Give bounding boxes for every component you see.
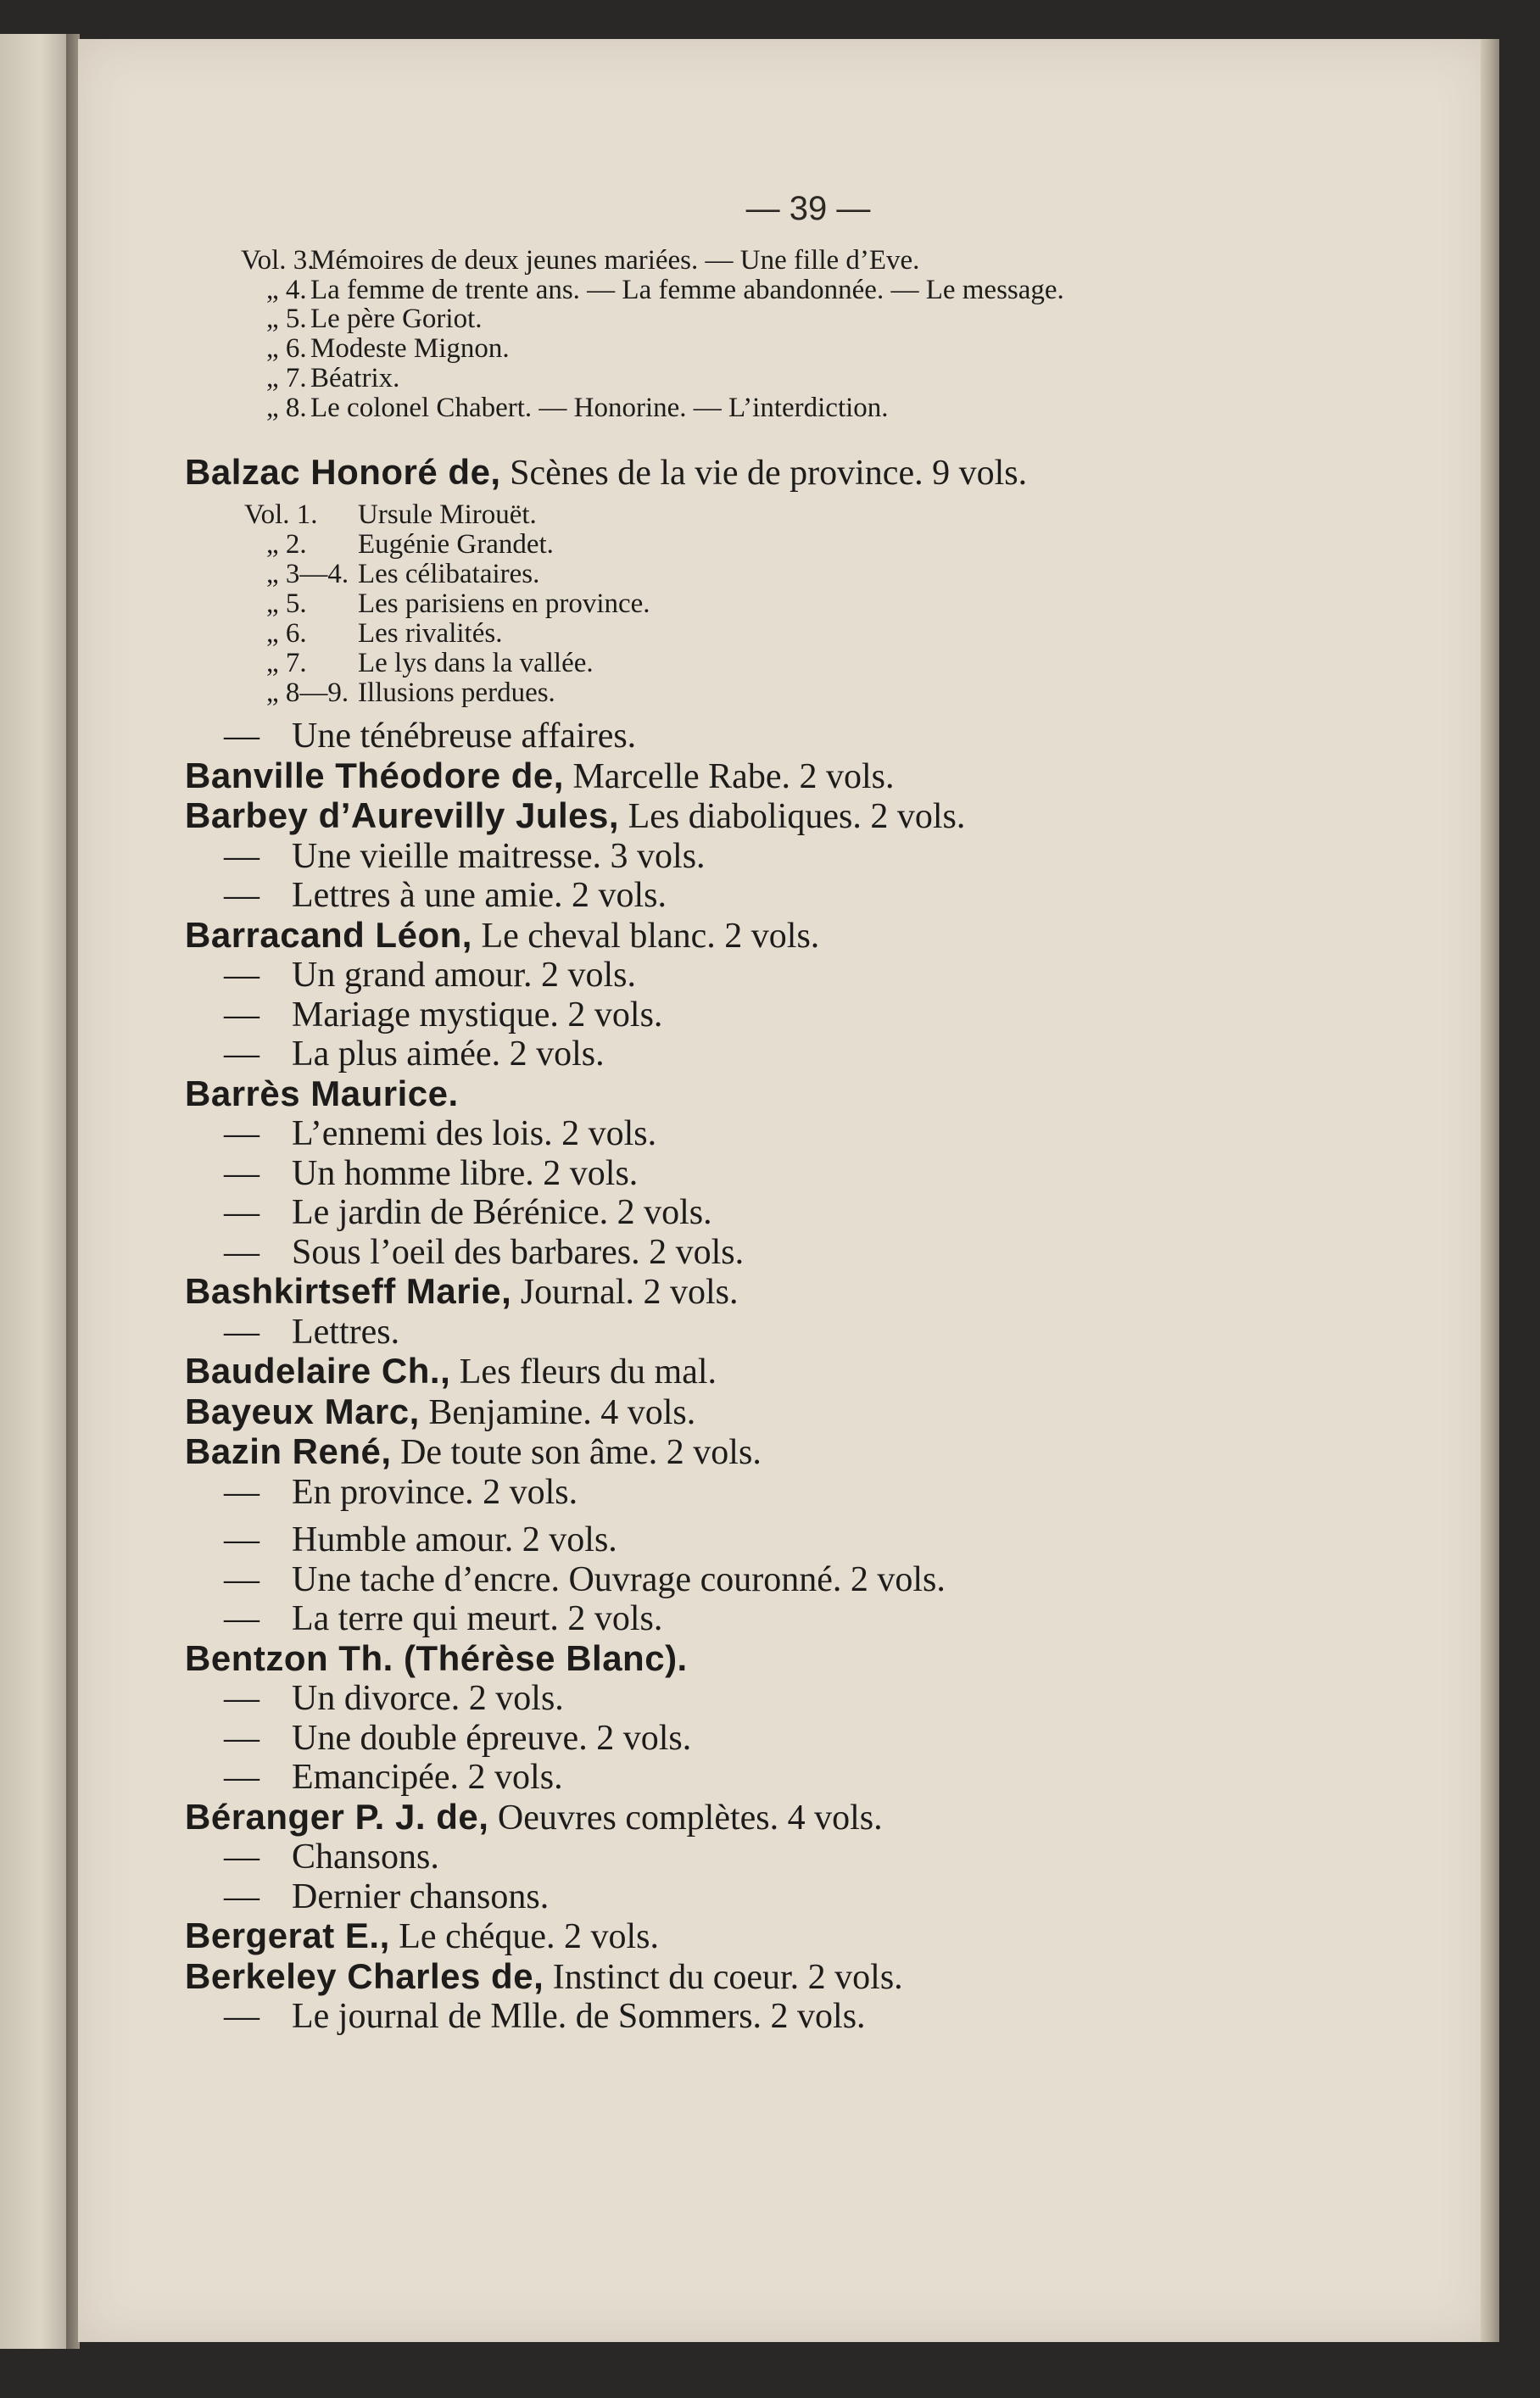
catalogue-entry bbox=[185, 1392, 1338, 1433]
catalogue-subentry bbox=[185, 995, 1338, 1035]
catalogue-entry bbox=[185, 1639, 1338, 1680]
ditto-dash: — bbox=[224, 1758, 259, 1797]
work-title: Marcelle Rabe. 2 vols. bbox=[572, 756, 895, 796]
ditto-dash: — bbox=[224, 956, 259, 995]
volume-line: „ 8—9. Illusions perdues. bbox=[266, 678, 555, 708]
ditto-dash: — bbox=[224, 1599, 259, 1638]
catalogue-subentry bbox=[185, 1154, 1338, 1194]
volume-line: „ 8. Le colonel Chabert. — Honorine. — L’interdiction. bbox=[266, 393, 889, 423]
catalogue-subentry bbox=[185, 1473, 1338, 1513]
volume-list-2 bbox=[185, 500, 1338, 708]
work-title: Un divorce. 2 vols. bbox=[292, 1679, 564, 1718]
ditto-dash: — bbox=[224, 876, 259, 915]
ditto-dash: — bbox=[224, 1997, 259, 2036]
author-name: Berkeley Charles de, bbox=[185, 1955, 544, 1996]
catalogue-subentry bbox=[185, 1233, 1338, 1273]
work-title: Emancipée. 2 vols. bbox=[292, 1758, 563, 1797]
volume-line: „ 7. Le lys dans la vallée. bbox=[266, 648, 594, 678]
work-title: Une tache d’encre. Ouvrage couronné. 2 vols. bbox=[292, 1559, 946, 1599]
work-title: Journal. 2 vols. bbox=[520, 1273, 739, 1312]
volume-line: „ 6. Modeste Mignon. bbox=[266, 333, 510, 364]
work-title: Sous l’oeil des barbares. 2 vols. bbox=[292, 1232, 745, 1272]
work-title: Un homme libre. 2 vols. bbox=[292, 1153, 639, 1193]
catalogue-subentry bbox=[185, 1114, 1338, 1154]
catalogue-entry bbox=[185, 1352, 1338, 1392]
catalogue-subentry bbox=[185, 1679, 1338, 1719]
work-title: La terre qui meurt. 2 vols. bbox=[292, 1599, 663, 1638]
catalogue-entry bbox=[185, 1272, 1338, 1313]
ditto-dash: — bbox=[224, 1034, 259, 1074]
catalogue-entry bbox=[185, 1957, 1338, 1998]
catalogue-subentry bbox=[185, 1838, 1338, 1877]
page-number: — 39 — bbox=[745, 190, 871, 227]
ditto-dash: — bbox=[224, 1193, 259, 1232]
work-title: Une ténébreuse affaires. bbox=[292, 717, 637, 756]
catalogue-subentry bbox=[185, 1520, 1338, 1560]
catalogue-subentry bbox=[185, 1560, 1338, 1600]
author-name: Barbey d’Aurevilly Jules, bbox=[185, 795, 620, 835]
work-title: Le jardin de Bérénice. 2 vols. bbox=[292, 1193, 712, 1232]
ditto-dash: — bbox=[224, 836, 259, 876]
ditto-dash: — bbox=[224, 1877, 259, 1916]
entry-list bbox=[185, 717, 1338, 2037]
work-title: Les diaboliques. 2 vols. bbox=[628, 797, 966, 836]
work-title: Le chéque. 2 vols. bbox=[399, 1917, 660, 1956]
catalogue-subentry bbox=[185, 837, 1338, 877]
ditto-dash: — bbox=[224, 1679, 259, 1718]
volume-line: „ 7. Béatrix. bbox=[266, 363, 400, 393]
ditto-dash: — bbox=[224, 1232, 259, 1272]
catalogue-subentry bbox=[185, 876, 1338, 916]
catalogue-heading-balzac bbox=[185, 452, 1338, 494]
adjacent-page-edge bbox=[0, 34, 68, 2349]
catalogue-subentry bbox=[185, 717, 1338, 756]
work-title: Une vieille maitresse. 3 vols. bbox=[292, 836, 706, 876]
work-title: Un grand amour. 2 vols. bbox=[292, 956, 636, 995]
catalogue-subentry bbox=[185, 1997, 1338, 2037]
volume-line: „ 3—4. Les célibataires. bbox=[266, 559, 540, 589]
catalogue-subentry bbox=[185, 1599, 1338, 1639]
work-title: Le journal de Mlle. de Sommers. 2 vols. bbox=[292, 1997, 866, 2036]
catalogue-subentry bbox=[185, 1877, 1338, 1917]
volume-line: „ 6. Les rivalités. bbox=[266, 618, 503, 649]
work-title: Oeuvres complètes. 4 vols. bbox=[497, 1798, 883, 1838]
author-name: Bergerat E., bbox=[185, 1916, 390, 1955]
catalogue-column bbox=[185, 246, 1338, 2037]
ditto-dash: — bbox=[224, 1718, 259, 1758]
catalogue-entry bbox=[185, 1916, 1338, 1957]
author-name: Bentzon Th. (Thérèse Blanc). bbox=[185, 1637, 688, 1678]
catalogue-entry bbox=[185, 796, 1338, 837]
author-name: Baudelaire Ch., bbox=[185, 1351, 451, 1391]
ditto-dash: — bbox=[224, 995, 259, 1034]
page-edge bbox=[1481, 39, 1499, 2342]
work-title: La plus aimée. 2 vols. bbox=[292, 1034, 605, 1074]
volume-line: Vol. 1. Ursule Mirouët. bbox=[244, 499, 537, 530]
author-name: Bashkirtseff Marie, bbox=[185, 1271, 512, 1311]
volume-line: Vol. 3. Mémoires de deux jeunes mariées. — Une fille d’Eve. bbox=[241, 245, 920, 276]
work-title: Les fleurs du mal. bbox=[459, 1352, 717, 1391]
ditto-dash: — bbox=[224, 717, 259, 756]
work-title: Benjamine. 4 vols. bbox=[428, 1392, 696, 1432]
catalogue-subentry bbox=[185, 956, 1338, 995]
volume-line: „ 4. La femme de trente ans. — La femme abandonnée. — Le message. bbox=[266, 275, 1064, 305]
work-title: Mariage mystique. 2 vols. bbox=[292, 995, 663, 1034]
ditto-dash: — bbox=[224, 1472, 259, 1512]
ditto-dash: — bbox=[224, 1838, 259, 1877]
volume-line: „ 2. Eugénie Grandet. bbox=[266, 529, 554, 560]
catalogue-subentry bbox=[185, 1193, 1338, 1233]
work-title: Dernier chansons. bbox=[292, 1877, 550, 1916]
ditto-dash: — bbox=[224, 1559, 259, 1599]
catalogue-subentry bbox=[185, 1034, 1338, 1074]
work-title: Scènes de la vie de province. 9 vols. bbox=[510, 454, 1028, 493]
catalogue-entry bbox=[185, 1798, 1338, 1838]
work-title: Une double épreuve. 2 vols. bbox=[292, 1718, 692, 1758]
author-name: Béranger P. J. de, bbox=[185, 1796, 489, 1837]
work-title: Humble amour. 2 vols. bbox=[292, 1520, 617, 1559]
author-name: Balzac Honoré de, bbox=[185, 452, 501, 492]
author-name: Bayeux Marc, bbox=[185, 1391, 420, 1431]
author-name: Banville Théodore de, bbox=[185, 755, 564, 795]
author-name: Barrès Maurice. bbox=[185, 1073, 459, 1113]
catalogue-entry bbox=[185, 1432, 1338, 1473]
catalogue-entry bbox=[185, 916, 1338, 956]
volume-line: „ 5. Le père Goriot. bbox=[266, 304, 483, 334]
ditto-dash: — bbox=[224, 1153, 259, 1193]
ditto-dash: — bbox=[224, 1520, 259, 1559]
catalogue-entry bbox=[185, 1074, 1338, 1115]
work-title: De toute son âme. 2 vols. bbox=[400, 1433, 762, 1472]
catalogue-subentry bbox=[185, 1313, 1338, 1352]
work-title: Lettres. bbox=[292, 1312, 400, 1352]
catalogue-entry bbox=[185, 756, 1338, 797]
work-title: Chansons. bbox=[292, 1838, 439, 1877]
work-title: Instinct du coeur. 2 vols. bbox=[552, 1957, 903, 1997]
work-title: En province. 2 vols. bbox=[292, 1472, 578, 1512]
catalogue-subentry bbox=[185, 1719, 1338, 1759]
ditto-dash: — bbox=[224, 1312, 259, 1352]
work-title: Lettres à une amie. 2 vols. bbox=[292, 876, 667, 915]
catalogue-subentry bbox=[185, 1758, 1338, 1798]
ditto-dash: — bbox=[224, 1114, 259, 1153]
volume-list-1 bbox=[185, 246, 1338, 423]
author-name: Bazin René, bbox=[185, 1431, 392, 1471]
work-title: Le cheval blanc. 2 vols. bbox=[481, 916, 820, 956]
work-title: L’ennemi des lois. 2 vols. bbox=[292, 1114, 657, 1153]
volume-line: „ 5. Les parisiens en province. bbox=[266, 588, 650, 619]
author-name: Barracand Léon, bbox=[185, 914, 472, 955]
